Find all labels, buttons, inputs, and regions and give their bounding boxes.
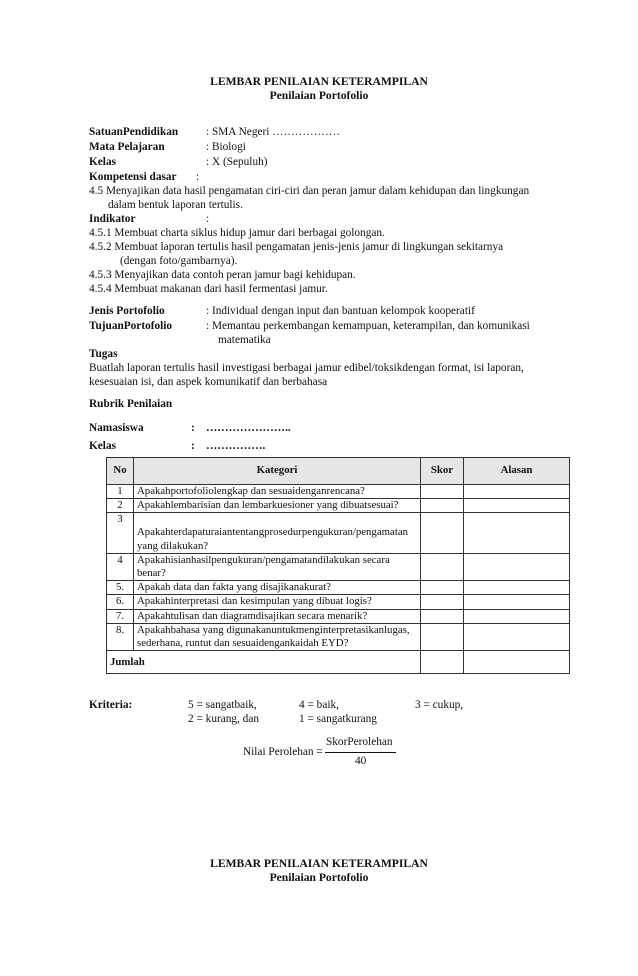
kriteria-label: Kriteria: bbox=[89, 699, 133, 711]
tujuan-label: TujuanPortofolio bbox=[89, 320, 173, 332]
kriteria-5: 5 = sangatbaik, bbox=[188, 699, 257, 711]
row-no: 3 bbox=[107, 513, 134, 553]
jumlah-label: Jumlah bbox=[107, 651, 421, 674]
tujuan-value-cont: matematika bbox=[218, 334, 271, 346]
nama-value: ………………….. bbox=[206, 422, 291, 434]
row-kategori: Apakahisianhasilpengukuran/pengamatandilakukan secara benar? bbox=[134, 553, 421, 580]
page-subtitle: Penilaian Portofolio bbox=[269, 89, 369, 102]
row-skor[interactable] bbox=[421, 499, 464, 513]
indikator-2: 4.5.2 Membuat laporan tertulis hasil pengamatan jenis-jenis jamur di lingkungan sekitarnya bbox=[89, 241, 504, 253]
jumlah-skor[interactable] bbox=[421, 651, 464, 674]
indikator-3: 4.5.3 Menyajikan data contoh peran jamur bagi kehidupan. bbox=[89, 269, 356, 281]
satuan-label: SatuanPendidikan bbox=[89, 126, 179, 138]
rubrik-kelas-colon: : bbox=[191, 440, 195, 452]
row-no: 7. bbox=[107, 609, 134, 623]
kd-colon: : bbox=[196, 171, 200, 183]
jenis-value: : Individual dengan input dan bantuan kelompok kooperatif bbox=[206, 305, 475, 317]
row-skor[interactable] bbox=[421, 553, 464, 580]
row-alasan[interactable] bbox=[464, 499, 570, 513]
jumlah-row bbox=[107, 651, 570, 674]
indikator-label: Indikator bbox=[89, 213, 136, 225]
mapel-value: : Biologi bbox=[206, 141, 246, 153]
kriteria-4: 4 = baik, bbox=[299, 699, 339, 711]
mapel-label: Mata Pelajaran bbox=[89, 141, 165, 153]
table-row bbox=[107, 595, 570, 609]
row-kategori: Apakah data dan fakta yang disajikanakurat? bbox=[134, 581, 421, 595]
fraction-bar bbox=[325, 752, 396, 753]
kelas-value: : X (Sepuluh) bbox=[206, 156, 268, 168]
satuan-value: : SMA Negeri ……………… bbox=[206, 126, 340, 138]
row-alasan[interactable] bbox=[464, 609, 570, 623]
indikator-2-cont: (dengan foto/gambarnya). bbox=[120, 255, 238, 267]
row-kategori: Apakahterdapaturaiantentangprosedurpengukuran/pengamatan yang dilakukan? bbox=[134, 513, 421, 553]
formula-label: Nilai Perolehan = bbox=[243, 746, 323, 758]
kd-line-1: 4.5 Menyajikan data hasil pengamatan ciri-ciri dan peran jamur dalam kehidupan dan lingkungan bbox=[89, 185, 530, 197]
rubrik-title: Rubrik Penilaian bbox=[89, 398, 173, 410]
formula-numerator: SkorPerolehan bbox=[326, 736, 393, 748]
row-kategori: Apakahbahasa yang digunakanuntukmenginterpretasikanlugas, sederhana, runtut dan sesuaidengankaidah EYD? bbox=[134, 623, 421, 650]
row-skor[interactable] bbox=[421, 595, 464, 609]
col-header-skor: Skor bbox=[421, 458, 464, 485]
indikator-colon: : bbox=[206, 213, 210, 225]
formula-denominator: 40 bbox=[355, 755, 367, 767]
row-alasan[interactable] bbox=[464, 485, 570, 499]
table-row bbox=[107, 553, 570, 580]
tugas-line-2: kesesuaian isi, dan aspek komunikatif dan berbahasa bbox=[89, 376, 328, 388]
row-alasan[interactable] bbox=[464, 581, 570, 595]
row-skor[interactable] bbox=[421, 581, 464, 595]
col-header-kategori: Kategori bbox=[134, 458, 421, 485]
row-kategori: Apakahportofoliolengkap dan sesuaidenganrencana? bbox=[134, 485, 421, 499]
page-title: LEMBAR PENILAIAN KETERAMPILAN bbox=[210, 75, 428, 88]
row-no: 4 bbox=[107, 553, 134, 580]
row-no: 1 bbox=[107, 485, 134, 499]
footer-subtitle: Penilaian Portofolio bbox=[269, 871, 369, 884]
row-no: 2 bbox=[107, 499, 134, 513]
row-alasan[interactable] bbox=[464, 623, 570, 650]
col-header-no: No bbox=[107, 458, 134, 485]
row-alasan[interactable] bbox=[464, 513, 570, 553]
row-kategori: Apakahtulisan dan diagramdisajikan secara menarik? bbox=[134, 609, 421, 623]
row-no: 5. bbox=[107, 581, 134, 595]
row-no: 8. bbox=[107, 623, 134, 650]
table-header-row bbox=[107, 458, 570, 485]
jenis-label: Jenis Portofolio bbox=[89, 305, 165, 317]
rubrik-kelas-label: Kelas bbox=[89, 440, 116, 452]
row-alasan[interactable] bbox=[464, 553, 570, 580]
row-kategori: Apakahlembarisian dan lembarkuesioner yang dibuatsesuai? bbox=[134, 499, 421, 513]
row-skor[interactable] bbox=[421, 623, 464, 650]
row-skor[interactable] bbox=[421, 485, 464, 499]
tugas-label: Tugas bbox=[89, 348, 118, 360]
nama-colon: : bbox=[191, 422, 195, 434]
table-row bbox=[107, 623, 570, 650]
footer-title: LEMBAR PENILAIAN KETERAMPILAN bbox=[210, 857, 428, 870]
row-alasan[interactable] bbox=[464, 595, 570, 609]
tujuan-value: : Memantau perkembangan kemampuan, keterampilan, dan komunikasi bbox=[206, 320, 530, 332]
tugas-line-1: Buatlah laporan tertulis hasil investigasi berbagai jamur edibel/toksikdengan format, isi laporan, bbox=[89, 362, 524, 374]
kriteria-1: 1 = sangatkurang bbox=[299, 713, 377, 725]
jumlah-alasan[interactable] bbox=[464, 651, 570, 674]
indikator-4: 4.5.4 Membuat makanan dari hasil fermentasi jamur. bbox=[89, 283, 328, 295]
table-row bbox=[107, 499, 570, 513]
row-kategori: Apakahinterpretasi dan kesimpulan yang dibuat logis? bbox=[134, 595, 421, 609]
col-header-alasan: Alasan bbox=[464, 458, 570, 485]
kriteria-2: 2 = kurang, dan bbox=[188, 713, 259, 725]
kd-label: Kompetensi dasar bbox=[89, 171, 177, 183]
rubrik-kelas-value: ……………. bbox=[206, 440, 266, 452]
table-row bbox=[107, 513, 570, 553]
table-row bbox=[107, 581, 570, 595]
kriteria-3: 3 = cukup, bbox=[415, 699, 464, 711]
table-row bbox=[107, 609, 570, 623]
row-skor[interactable] bbox=[421, 513, 464, 553]
kd-line-2: dalam bentuk laporan tertulis. bbox=[108, 199, 243, 211]
nama-label: Namasiswa bbox=[89, 422, 144, 434]
rubric-table bbox=[106, 457, 570, 674]
row-no: 6. bbox=[107, 595, 134, 609]
row-skor[interactable] bbox=[421, 609, 464, 623]
kelas-label: Kelas bbox=[89, 156, 116, 168]
indikator-1: 4.5.1 Membuat charta siklus hidup jamur dari berbagai golongan. bbox=[89, 227, 385, 239]
table-row bbox=[107, 485, 570, 499]
